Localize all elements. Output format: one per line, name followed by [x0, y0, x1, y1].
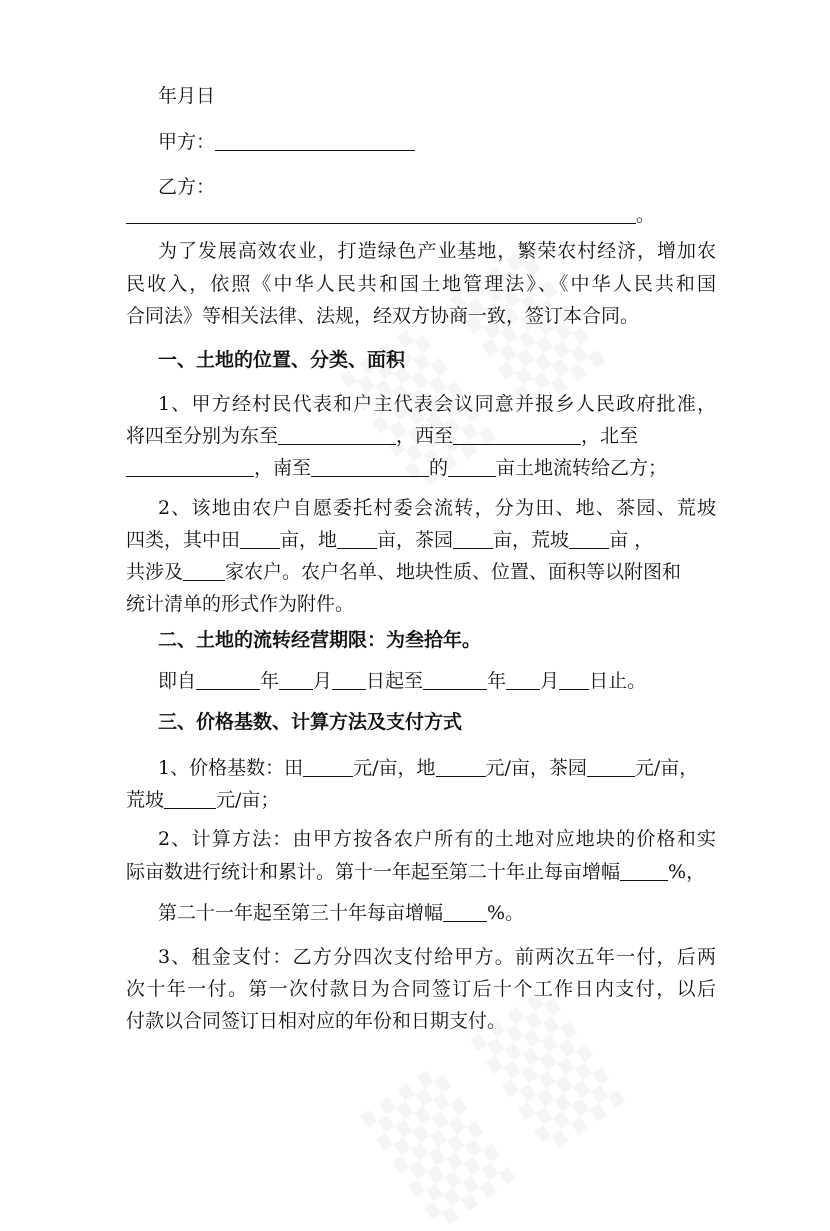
- start-day-blank[interactable]: [332, 667, 366, 690]
- section-3-p2-line: 2、计算方法：由甲方按各农户所有的土地对应地块的价格和实: [158, 828, 716, 850]
- intro-line: 合同法》等相关法律、法规，经双方协商一致，签订本合同。: [126, 305, 640, 327]
- party-a-line: [158, 126, 748, 158]
- text: 家农户。农户名单、地块性质、位置、面积等以附图和: [225, 561, 682, 583]
- section-1-p2-line: [126, 556, 716, 588]
- end-month-blank[interactable]: [506, 667, 540, 690]
- party-b-label: 乙方：: [158, 176, 216, 198]
- text: 亩，地: [280, 529, 338, 551]
- text: %。: [487, 902, 525, 924]
- section-1-p1-line: [126, 420, 716, 452]
- tea-garden-price-blank[interactable]: [587, 754, 635, 777]
- text: 第二十一年起至第三十年每亩增幅: [158, 902, 444, 924]
- tea-garden-acres-blank[interactable]: [453, 526, 493, 549]
- party-b-blank[interactable]: [126, 201, 636, 224]
- section-1-p2-line: [126, 524, 716, 556]
- households-blank[interactable]: [183, 558, 225, 581]
- end-year-blank[interactable]: [423, 667, 487, 690]
- section-3-p2-line: [158, 897, 748, 929]
- text: 年: [487, 670, 507, 692]
- section-3-title: 三、价格基数、计算方法及支付方式: [158, 711, 463, 733]
- intro-line: 为了发展高效农业，打造绿色产业基地，繁荣农村经济，增加农: [158, 240, 716, 262]
- section-3-p3-line: 3、租金支付：乙方分四次支付给甲方。前两次五年一付，后两: [158, 946, 716, 968]
- text: 月: [313, 670, 333, 692]
- field-acres-blank[interactable]: [240, 526, 280, 549]
- section-1-p2-line: 2、该地由农户自愿委托村委会流转，分为田、地、茶园、荒坡: [158, 497, 716, 519]
- north-boundary-blank[interactable]: [126, 454, 254, 477]
- party-a-blank[interactable]: [215, 128, 415, 151]
- text: 年: [260, 670, 280, 692]
- party-a-label: 甲方：: [158, 131, 216, 153]
- south-boundary-blank[interactable]: [311, 454, 429, 477]
- date-label: 年月日: [158, 85, 216, 107]
- section-3-p1-line: [158, 752, 748, 784]
- start-month-blank[interactable]: [279, 667, 313, 690]
- section-3-p3-line: 次十年一付。第一次付款日为合同签订后十个工作日内支付，以后: [126, 978, 716, 1000]
- intro-line: 民收入，依照《中华人民共和国土地管理法》、《中华人民共和国: [126, 273, 716, 295]
- text: 日起至: [366, 670, 424, 692]
- wasteland-price-blank[interactable]: [164, 786, 216, 809]
- section-3-p2-line: [126, 856, 716, 888]
- text: 日止。: [589, 670, 647, 692]
- section-3-p3-line: 付款以合同签订日相对应的年份和日期支付。: [126, 1010, 507, 1032]
- text: 元/亩，地: [353, 757, 436, 779]
- party-b-end: 。: [636, 204, 656, 226]
- land-price-blank[interactable]: [436, 754, 486, 777]
- section-2-title: 二、土地的流转经营期限：为叁拾年。: [158, 629, 482, 651]
- end-day-blank[interactable]: [559, 667, 589, 690]
- section-3-p1-line: [126, 784, 716, 816]
- text: ，南至: [254, 457, 312, 479]
- text: 元/亩；: [216, 789, 280, 811]
- increase-rate-11-20-blank[interactable]: [620, 858, 668, 881]
- west-boundary-blank[interactable]: [453, 422, 581, 445]
- section-1-p2-line: 统计清单的形式作为附件。: [126, 593, 355, 615]
- text: 共涉及: [126, 561, 184, 583]
- text: 亩，荒坡: [493, 529, 570, 551]
- text: ，北至: [581, 425, 639, 447]
- east-boundary-blank[interactable]: [278, 422, 396, 445]
- wasteland-acres-blank[interactable]: [569, 526, 609, 549]
- acreage-blank[interactable]: [448, 454, 496, 477]
- party-b-blank-line: [126, 199, 716, 231]
- text: 四类，其中田: [126, 529, 241, 551]
- section-1-p1-line: [126, 452, 716, 484]
- increase-rate-21-30-blank[interactable]: [443, 899, 487, 922]
- start-year-blank[interactable]: [196, 667, 260, 690]
- term-dates-line: [158, 665, 748, 697]
- text: 1、价格基数：田: [158, 757, 304, 779]
- text: %，: [668, 861, 706, 883]
- text: 际亩数进行统计和累计。第十一年起至第二十年止每亩增幅: [126, 861, 621, 883]
- text: 月: [540, 670, 560, 692]
- text: 将四至分别为东至: [126, 425, 279, 447]
- date-line: [158, 80, 748, 112]
- text: 荒坡: [126, 789, 165, 811]
- text: 亩，茶园: [377, 529, 454, 551]
- section-1-p1-line: 1、甲方经村民代表和户主代表会议同意并报乡人民政府批准，: [158, 393, 716, 415]
- text: 亩土地流转给乙方；: [496, 457, 668, 479]
- text: 亩 ，: [609, 529, 654, 551]
- text: 元/亩，: [634, 757, 699, 779]
- land-acres-blank[interactable]: [337, 526, 377, 549]
- text: ，西至: [396, 425, 454, 447]
- text: 元/亩，茶园: [485, 757, 587, 779]
- field-price-blank[interactable]: [303, 754, 353, 777]
- text: 的: [429, 457, 449, 479]
- text: 即自: [158, 670, 197, 692]
- section-1-title: 一、土地的位置、分类、面积: [158, 349, 406, 371]
